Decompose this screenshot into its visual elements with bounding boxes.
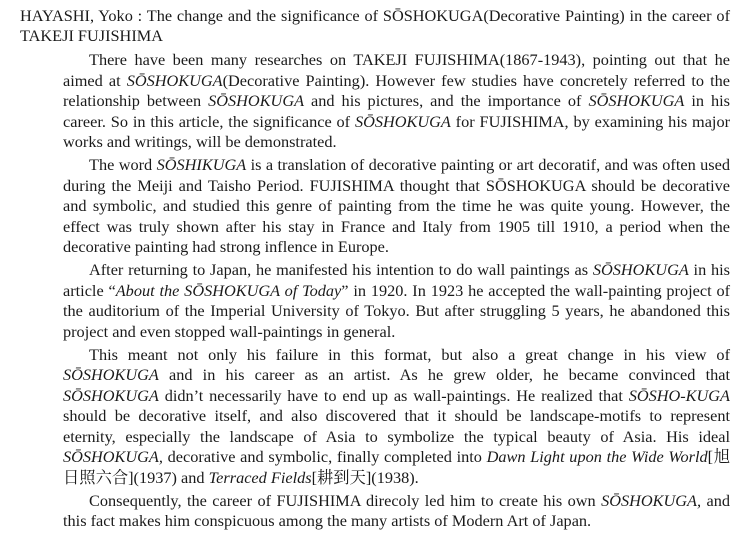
paragraph-4-segment: [耕到天](1938). bbox=[311, 467, 419, 487]
paragraph-1-segment: SŌSHOKUGA bbox=[208, 91, 305, 110]
paragraph-1-segment: and his pictures, and the importance of bbox=[304, 91, 589, 110]
paragraph-4-segment: SŌSHOKUGA, bbox=[63, 447, 163, 466]
paragraph-1-segment: SŌSHOKUGA bbox=[126, 70, 223, 90]
paragraph-1-segment: (Decorative Painting). However few studies have concretely referred to the relationship between bbox=[63, 70, 730, 110]
abstract-body bbox=[63, 50, 730, 532]
article-title: HAYASHI, Yoko : The change and the significance of SŌSHOKUGA(Decorative Painting) in the career of TAKEJI FUJISHIMA bbox=[20, 6, 730, 45]
paragraph-3-segment: After returning to Japan, he manifested his intention to do wall paintings as bbox=[89, 260, 593, 279]
paragraph-3-segment: in his article “ bbox=[63, 260, 730, 300]
paragraph-4-segment: SŌSHOKUGA bbox=[63, 385, 159, 405]
paragraph-4-segment: decorative and symbolic, finally completed into bbox=[162, 447, 487, 466]
paragraph-4-segment: This meant not only his failure in this format, but also a great change in his view of bbox=[89, 344, 730, 364]
paragraph-5-segment: SŌSHOKUGA, bbox=[601, 490, 702, 510]
paragraph-3-segment: ” in 1920. In 1923 he accepted the wall-painting project of the auditorium of the Imperial University of Tokyo. But after struggling 5 years, he abandoned this project and even stopped wall-paintings in general. bbox=[63, 280, 731, 341]
paragraph-1-segment: SŌSHOKUGA bbox=[354, 111, 451, 131]
paragraph-2-segment: SŌSHIKUGA bbox=[156, 155, 247, 174]
paragraph-1-segment: SŌSHOKUGA bbox=[588, 91, 685, 110]
paragraph-4-segment: SŌSHO-KUGA bbox=[628, 385, 730, 405]
paragraph-5-segment: Consequently, the career of FUJISHIMA direcoly led him to create his own bbox=[89, 490, 602, 510]
paragraph-3-segment: SŌSHOKUGA bbox=[592, 260, 689, 279]
paragraph-4-segment: and in his career as an artist. As he grew older, he became convinced that bbox=[158, 365, 730, 384]
paragraph-4-segment: didn’t necessarily have to end up as wall-paintings. He realized that bbox=[158, 385, 629, 405]
paragraph-2-segment: is a translation of decorative painting or art decoratif, and was often used during the Meiji and Taisho Period. FUJISHIMA thought that SŌSHOKUGA should be decorative and symbolic, and studied this genre of painting from the time he was quite young. However, the effect was truly shown after his stay in France and Italy from 1905 till 1910, a period when the decorative painting had strong inflence in Europe. bbox=[63, 155, 730, 256]
paragraph-4-segment: [旭日照六合](1937) and bbox=[63, 447, 730, 487]
paragraph-3-segment: About the SŌSHOKUGA of Today bbox=[115, 280, 342, 300]
paragraph-4-segment: SŌSHOKUGA bbox=[63, 365, 159, 384]
paragraph-1-segment: There have been many researches on TAKEJI FUJISHIMA(1867-1943), pointing out that he aimed at bbox=[63, 50, 730, 90]
paragraph-2-segment: The word bbox=[89, 155, 157, 174]
paragraph-5 bbox=[63, 491, 730, 532]
paragraph-3 bbox=[63, 260, 730, 342]
paragraph-5-segment: and this fact makes him conspicuous among the many artists of Modern Art of Japan. bbox=[63, 490, 730, 530]
paragraph-1-segment: in his career. So in this article, the significance of bbox=[63, 91, 731, 131]
paragraph-4 bbox=[63, 345, 730, 489]
paragraph-2 bbox=[63, 155, 730, 258]
paragraph-4-segment: should be decorative itself, and also discovered that it should be landscape-motifs to represent eternity, especially the landscape of Asia to symbolize the typical beauty of Asia. His ideal bbox=[63, 406, 730, 446]
paragraph-1-segment: for FUJISHIMA, by examining his major works and writings, will be demonstrated. bbox=[63, 111, 731, 151]
paragraph-4-segment: Dawn Light upon the Wide World bbox=[486, 447, 708, 466]
paragraph-4-segment: Terraced Fields bbox=[208, 467, 312, 487]
paragraph-1 bbox=[63, 50, 730, 153]
